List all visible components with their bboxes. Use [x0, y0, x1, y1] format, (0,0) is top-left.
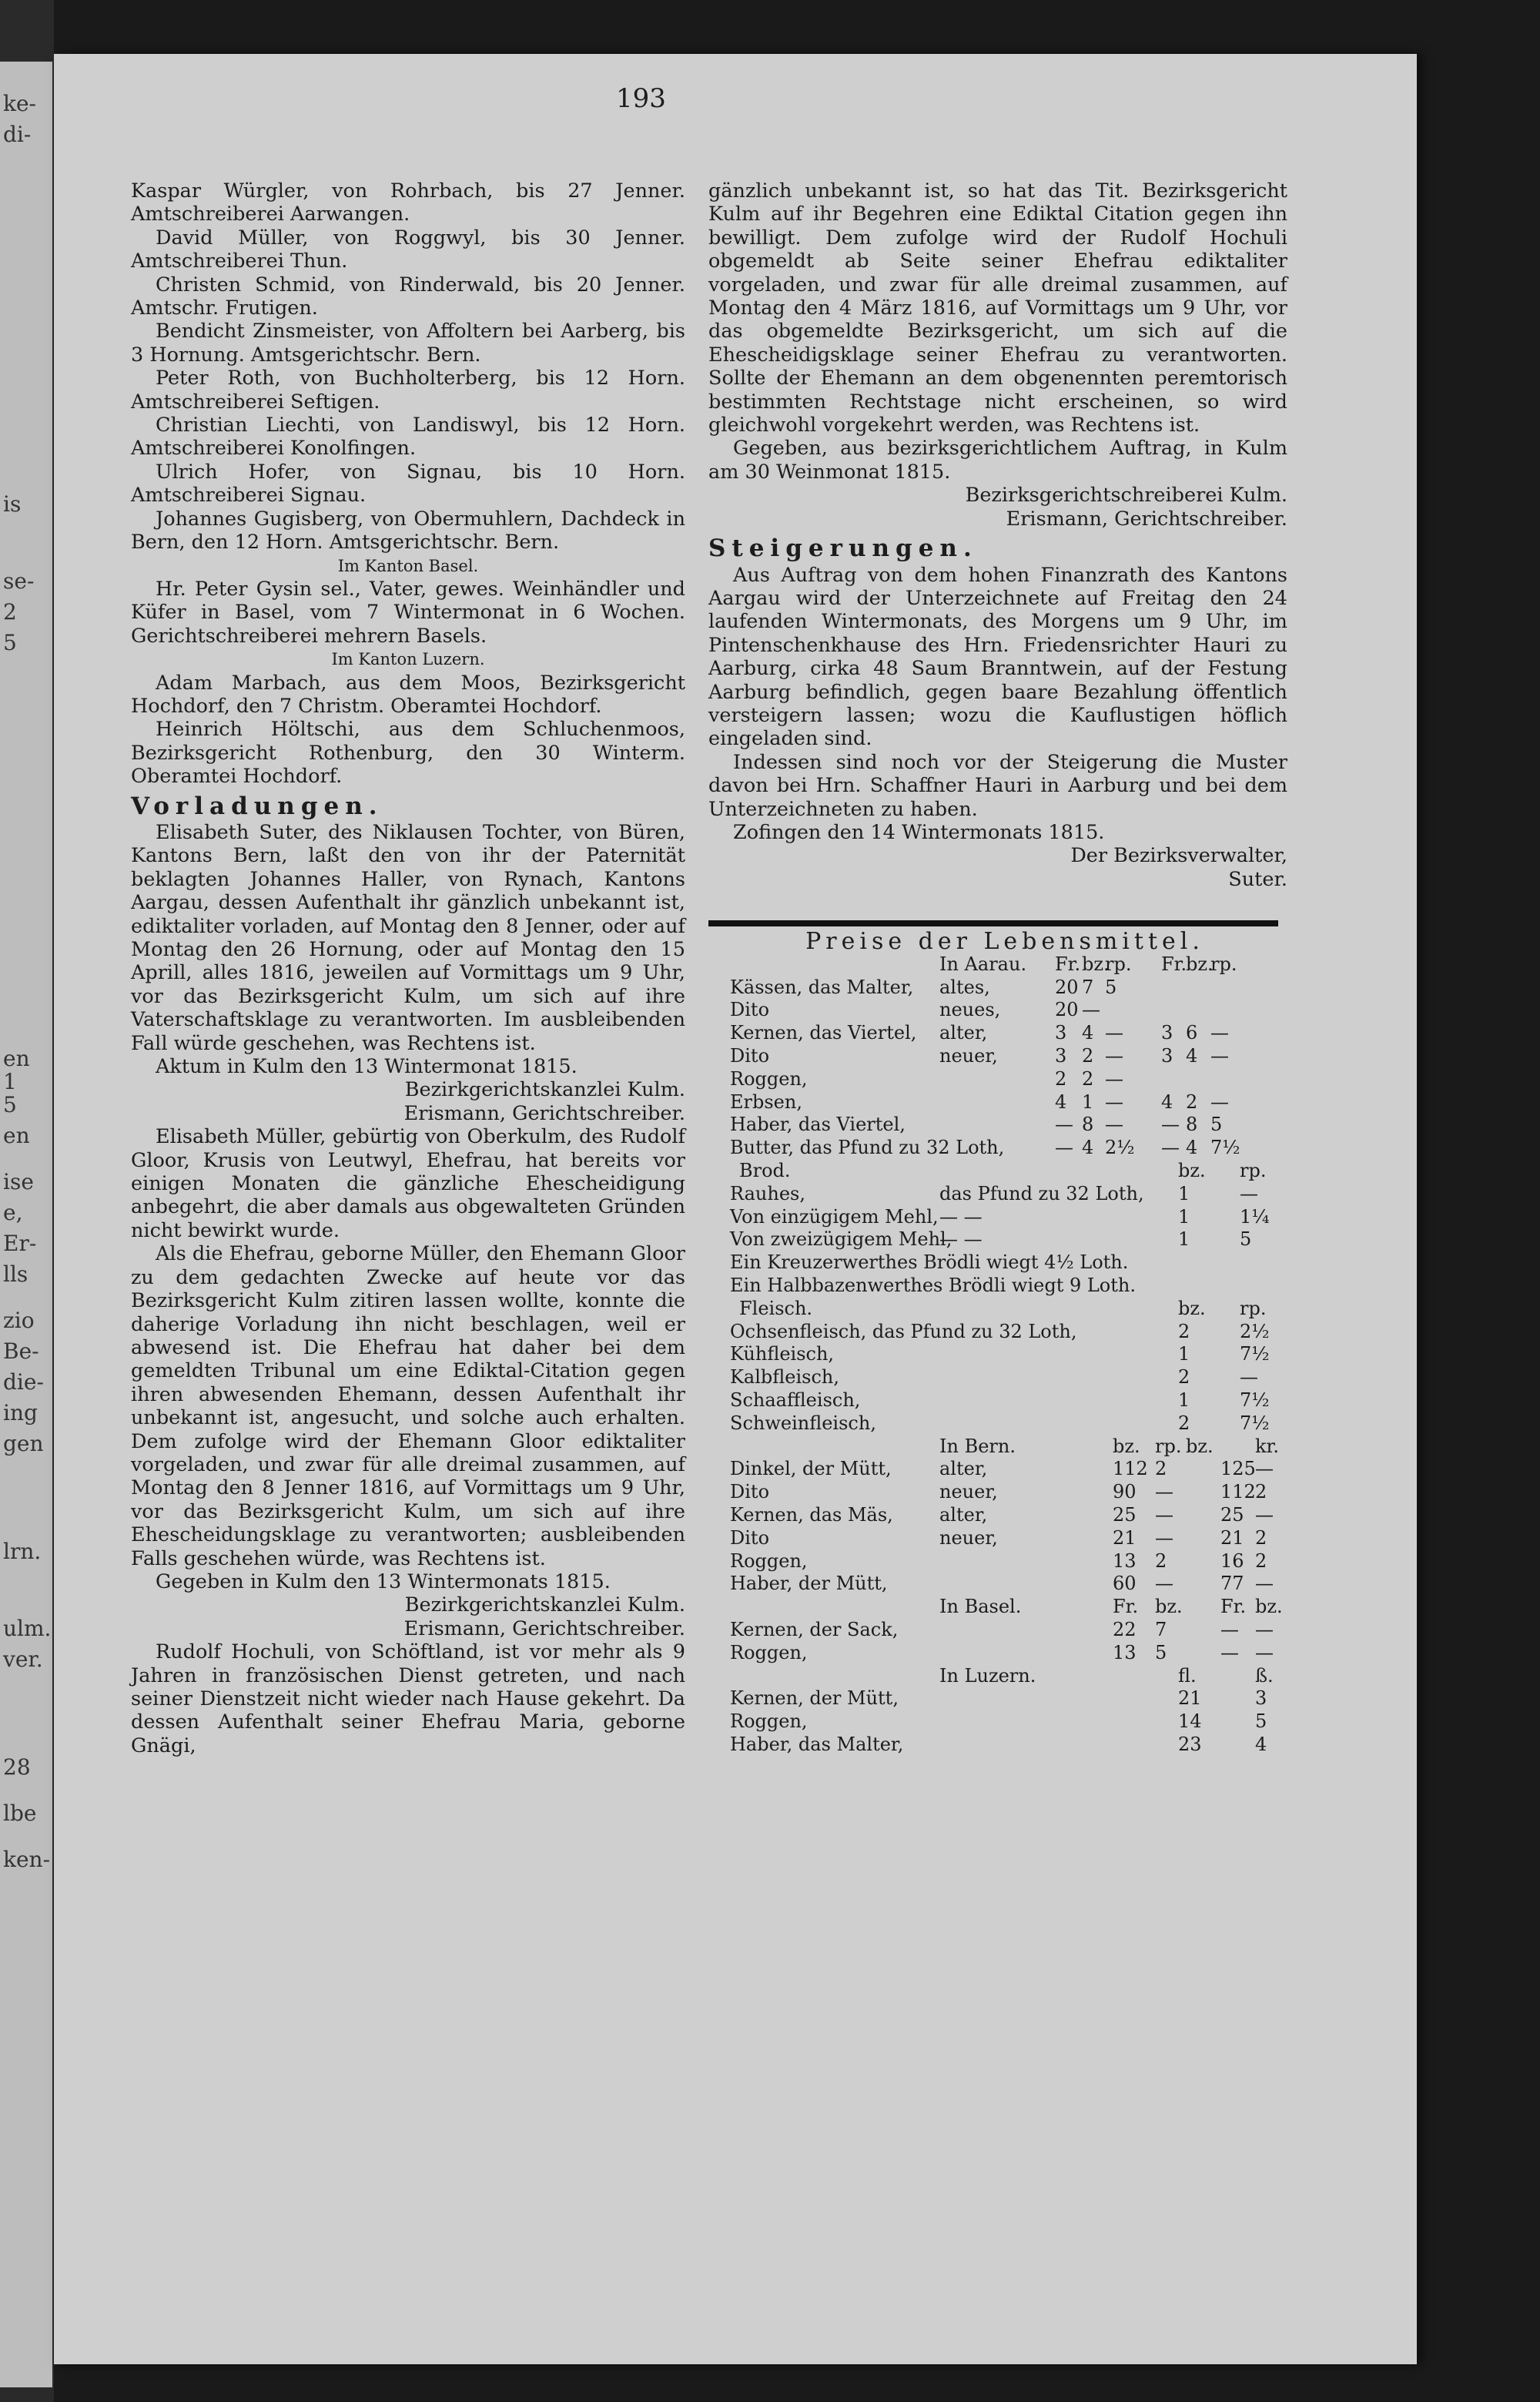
- table-cell: —: [1155, 1481, 1173, 1503]
- table-cell: —: [1105, 1090, 1123, 1113]
- table-cell: 16: [1220, 1549, 1244, 1572]
- table-row: [724, 1504, 1286, 1527]
- table-cell: 1: [1178, 1182, 1190, 1204]
- margin-fragment: lrn.: [3, 1539, 42, 1564]
- table-cell: Kalbfleisch,: [730, 1366, 840, 1389]
- right-column: [708, 179, 1287, 891]
- table-row: [724, 1596, 1286, 1619]
- margin-fragment: di-: [3, 122, 32, 147]
- table-row: [724, 1275, 1286, 1298]
- table-cell: 2: [1082, 1067, 1094, 1090]
- table-cell: 7: [1082, 976, 1094, 998]
- table-cell: 3: [1161, 1022, 1173, 1044]
- paragraph: Erismann, Gerichtschreiber.: [1006, 507, 1287, 531]
- table-cell: Roggen,: [730, 1067, 808, 1090]
- table-cell: 13: [1113, 1641, 1137, 1663]
- margin-fragment: gen: [3, 1431, 44, 1456]
- table-cell: bz.: [1186, 953, 1214, 975]
- paragraph: Erismann, Gerichtschreiber.: [403, 1101, 685, 1125]
- paragraph: Johannes Gugisberg, von Obermuhlern, Dachdeck in Bern, den 12 Horn. Amtsgerichtschr. Bern.: [131, 507, 685, 554]
- margin-fragment: ing: [3, 1400, 38, 1425]
- table-row: [724, 1251, 1286, 1275]
- table-cell: bz.: [1082, 953, 1110, 975]
- table-cell: 60: [1113, 1573, 1137, 1595]
- table-cell: 3: [1161, 1044, 1173, 1067]
- table-cell: 7½: [1240, 1412, 1270, 1434]
- table-cell: alter,: [939, 1458, 988, 1480]
- table-cell: 5: [1155, 1641, 1167, 1663]
- table-row: [724, 1298, 1286, 1321]
- table-row: [724, 1481, 1286, 1504]
- table-cell: Kernen, der Mütt,: [730, 1687, 899, 1710]
- table-cell: In Basel.: [939, 1596, 1022, 1618]
- table-cell: 1: [1178, 1389, 1190, 1411]
- paragraph: Christen Schmid, von Rinderwald, bis 20 Jenner. Amtschr. Frutigen.: [131, 273, 685, 320]
- paragraph: Elisabeth Müller, gebürtig von Oberkulm, des Rudolf Gloor, Krusis von Leutwyl, Ehefrau, hat bereits vor einigen Monaten die gänzliche Ehescheidigung anbegehrt, die aber damals aus obgewalteten Gründen nicht bewirkt wurde.: [131, 1125, 685, 1242]
- table-cell: 6: [1186, 1022, 1198, 1044]
- table-cell: —: [1255, 1641, 1274, 1663]
- table-cell: —: [1210, 1090, 1229, 1113]
- table-cell: 2: [1178, 1366, 1190, 1389]
- table-cell: Ochsenfleisch, das Pfund zu 32 Loth,: [730, 1320, 1077, 1342]
- margin-fragment: ke-: [3, 91, 36, 116]
- table-row: [724, 1160, 1286, 1183]
- table-cell: 2: [1255, 1549, 1267, 1572]
- table-cell: 2: [1178, 1412, 1190, 1434]
- table-row: [724, 999, 1286, 1022]
- table-row: [724, 1619, 1286, 1642]
- margin-fragment: die-: [3, 1369, 44, 1395]
- table-cell: 8: [1186, 1114, 1198, 1136]
- table-cell: —: [1240, 1182, 1258, 1204]
- margin-fragment: ken-: [3, 1847, 51, 1872]
- section-rule: [708, 920, 1278, 926]
- table-cell: Roggen,: [730, 1710, 808, 1733]
- table-cell: fl.: [1178, 1664, 1197, 1687]
- table-cell: alter,: [939, 1022, 988, 1044]
- margin-fragment: lbe: [3, 1801, 37, 1826]
- left-column: [131, 179, 685, 1757]
- table-cell: Von zweizügigem Mehl,: [730, 1228, 952, 1251]
- table-cell: —: [1210, 1022, 1229, 1044]
- margin-fragment: Er-: [3, 1231, 37, 1256]
- table-cell: 2: [1155, 1549, 1167, 1572]
- table-cell: 5: [1210, 1114, 1223, 1136]
- table-cell: In Luzern.: [939, 1664, 1036, 1687]
- table-cell: 3: [1055, 1044, 1067, 1067]
- paragraph: Aus Auftrag von dem hohen Finanzrath des Kantons Aargau wird der Unterzeichnete auf Freitag den 24 laufenden Wintermonats, des Morgens um 9 Uhr, im Pintenschenkhause des Hrn. Friedensrichter Hauri zu Aarburg, cirka 48 Saum Branntwein, auf der Festung Aarburg befindlich, gegen baare Bezahlung öffentlich versteigern lassen; wozu die Kauflustigen höflich eingeladen sind.: [708, 563, 1287, 751]
- table-cell: 21: [1113, 1526, 1137, 1549]
- table-row: [724, 1068, 1286, 1091]
- margin-fragment: 2: [3, 599, 17, 625]
- table-cell: rp.: [1155, 1435, 1182, 1457]
- table-cell: — —: [939, 1205, 983, 1228]
- table-cell: 21: [1220, 1526, 1244, 1549]
- table-cell: Dito: [730, 1044, 770, 1067]
- paragraph: Gegeben, aus bezirksgerichtlichem Auftrag, in Kulm am 30 Weinmonat 1815.: [708, 437, 1287, 484]
- paragraph: Kaspar Würgler, von Rohrbach, bis 27 Jenner. Amtschreiberei Aarwangen.: [131, 179, 685, 226]
- margin-fragment: ulm.: [3, 1616, 52, 1641]
- table-cell: rp.: [1210, 953, 1237, 975]
- table-row: [724, 1458, 1286, 1481]
- paragraph: Heinrich Höltschi, aus dem Schluchenmoos, Bezirksgericht Rothenburg, den 30 Winterm. Oberamtei Hochdorf.: [131, 718, 685, 789]
- table-cell: 77: [1220, 1573, 1244, 1595]
- table-cell: In Bern.: [939, 1435, 1016, 1457]
- table-cell: 4: [1082, 1022, 1094, 1044]
- table-row: [724, 1412, 1286, 1436]
- table-cell: 1: [1178, 1343, 1190, 1365]
- table-cell: 4: [1186, 1044, 1198, 1067]
- table-cell: Fr.: [1113, 1596, 1139, 1618]
- table-cell: 2: [1178, 1320, 1190, 1342]
- table-cell: altes,: [939, 976, 990, 998]
- table-cell: Dito: [730, 1526, 770, 1549]
- table-row: [724, 1710, 1286, 1734]
- page-number: 193: [616, 83, 666, 114]
- table-cell: 5: [1240, 1228, 1252, 1251]
- table-cell: 2: [1082, 1044, 1094, 1067]
- table-cell: 1¼: [1240, 1205, 1270, 1228]
- table-row: [724, 1550, 1286, 1573]
- table-cell: 7: [1155, 1618, 1167, 1640]
- table-cell: Dinkel, der Mütt,: [730, 1458, 892, 1480]
- table-cell: Haber, der Mütt,: [730, 1573, 888, 1595]
- table-cell: rp.: [1240, 1159, 1267, 1181]
- table-cell: 5: [1255, 1710, 1267, 1733]
- table-cell: ß.: [1255, 1664, 1274, 1687]
- table-cell: —: [1255, 1618, 1274, 1640]
- table-cell: bz.: [1155, 1596, 1183, 1618]
- paragraph: Bezirkgerichtskanzlei Kulm.: [404, 1078, 685, 1102]
- table-cell: 2½: [1240, 1320, 1270, 1342]
- table-cell: 4: [1186, 1137, 1198, 1159]
- paragraph: Bendicht Zinsmeister, von Affoltern bei Aarberg, bis 3 Hornung. Amtsgerichtschr. Bern.: [131, 320, 685, 367]
- table-row: [724, 977, 1286, 1000]
- table-cell: Kernen, der Sack,: [730, 1618, 899, 1640]
- table-row: [724, 1045, 1286, 1068]
- table-cell: 25: [1220, 1503, 1244, 1526]
- table-cell: 21: [1178, 1687, 1202, 1710]
- table-row: [724, 1527, 1286, 1550]
- table-cell: Fr.: [1161, 953, 1187, 975]
- table-cell: Ein Halbbazenwerthes Brödli wiegt 9 Loth.: [730, 1274, 1136, 1296]
- table-cell: bz.: [1178, 1159, 1206, 1181]
- table-cell: das Pfund zu 32 Loth,: [939, 1182, 1144, 1204]
- table-cell: —: [1255, 1458, 1274, 1480]
- table-cell: 1: [1178, 1205, 1190, 1228]
- table-cell: Roggen,: [730, 1549, 808, 1572]
- table-cell: —: [1155, 1503, 1173, 1526]
- paragraph: Bezirksgerichtschreiberei Kulm.: [965, 484, 1287, 508]
- table-cell: —: [1055, 1137, 1073, 1159]
- table-cell: bz.: [1255, 1596, 1283, 1618]
- table-cell: 1: [1082, 1090, 1094, 1113]
- table-cell: Dito: [730, 1481, 770, 1503]
- table-row: [724, 953, 1286, 977]
- table-cell: Butter, das Pfund zu 32 Loth,: [730, 1137, 1005, 1159]
- table-cell: 4: [1055, 1090, 1067, 1113]
- table-cell: Kühfleisch,: [730, 1343, 835, 1365]
- table-cell: In Aarau.: [939, 953, 1027, 975]
- table-cell: — —: [939, 1228, 983, 1251]
- table-cell: 23: [1178, 1733, 1202, 1755]
- table-cell: 25: [1113, 1503, 1137, 1526]
- paragraph: David Müller, von Roggwyl, bis 30 Jenner. Amtschreiberei Thun.: [131, 226, 685, 273]
- table-cell: 90: [1113, 1481, 1137, 1503]
- table-cell: 3: [1255, 1687, 1267, 1710]
- table-cell: 22: [1113, 1618, 1137, 1640]
- table-cell: 7½: [1240, 1389, 1270, 1411]
- table-cell: Kernen, das Viertel,: [730, 1022, 917, 1044]
- table-cell: Schweinfleisch,: [730, 1412, 876, 1434]
- table-row: [724, 1137, 1286, 1160]
- table-cell: Rauhes,: [730, 1182, 805, 1204]
- table-cell: Von einzügigem Mehl,: [730, 1205, 939, 1228]
- paragraph: gänzlich unbekannt ist, so hat das Tit. Bezirksgericht Kulm auf ihr Begehren eine Ediktal Citation gegen ihn bewilligt. Dem zufolge wird der Rudolf Hochuli obgemeldt ab Seite seiner Ehefrau ediktaliter vorgeladen, und zwar für alle dreimal zusammen, auf Montag den 4 März 1816, auf Vormittags um 9 Uhr, vor das obgemeldte Bezirksgericht, um sich auf die Ehescheidigsklage seiner Ehefrau zu verantworten. Sollte der Ehemann an dem obgenennten peremtorisch bestimmten Rechtstage nicht erscheinen, so wird gleichwohl vorgekehrt werden, was Rechtens ist.: [708, 179, 1287, 437]
- paragraph: Zofingen den 14 Wintermonats 1815.: [733, 820, 1105, 844]
- table-cell: neues,: [939, 999, 1001, 1021]
- table-row: [724, 1436, 1286, 1459]
- table-cell: Dito: [730, 999, 770, 1021]
- paragraph: Im Kanton Luzern.: [331, 650, 485, 669]
- margin-fragment: ise: [3, 1169, 34, 1194]
- margin-fragment: Be-: [3, 1338, 39, 1364]
- table-cell: 4: [1161, 1090, 1173, 1113]
- paragraph: Rudolf Hochuli, von Schöftland, ist vor mehr als 9 Jahren in französischen Dienst getreten, und nach seiner Dienstzeit nicht wieder nach Hause gekehrt. Da dessen Aufenthalt seiner Ehefrau Maria, geborne Gnägi,: [131, 1640, 685, 1757]
- margin-fragment: 5: [3, 630, 17, 655]
- table-cell: Fleisch.: [739, 1297, 813, 1319]
- table-cell: 20: [1055, 999, 1079, 1021]
- table-row: [724, 1022, 1286, 1045]
- table-cell: bz.: [1178, 1297, 1206, 1319]
- table-cell: kr.: [1255, 1435, 1280, 1457]
- table-cell: Fr.: [1055, 953, 1081, 975]
- table-cell: Haber, das Malter,: [730, 1733, 904, 1755]
- table-cell: —: [1161, 1114, 1180, 1136]
- table-cell: 7½: [1240, 1343, 1270, 1365]
- table-row: [724, 1389, 1286, 1412]
- table-cell: —: [1220, 1641, 1239, 1663]
- section-heading: Steigerungen.: [708, 534, 978, 563]
- section-heading: Vorladungen.: [131, 792, 383, 820]
- table-cell: 1: [1178, 1228, 1190, 1251]
- paragraph: Suter.: [1228, 867, 1287, 891]
- table-cell: —: [1210, 1044, 1229, 1067]
- table-cell: —: [1055, 1114, 1073, 1136]
- paragraph: Gegeben in Kulm den 13 Wintermonats 1815.: [156, 1570, 611, 1593]
- table-row: [724, 1642, 1286, 1665]
- table-cell: Roggen,: [730, 1641, 808, 1663]
- margin-fragment: se-: [3, 568, 35, 594]
- table-cell: 2: [1186, 1090, 1198, 1113]
- table-cell: —: [1105, 1114, 1123, 1136]
- table-cell: Ein Kreuzerwerthes Brödli wiegt 4½ Loth.: [730, 1251, 1129, 1274]
- paragraph: Als die Ehefrau, geborne Müller, den Ehemann Gloor zu dem gedachten Zwecke auf heute vor das Bezirksgericht Kulm zitiren lassen wollte, konnte die daherige Vorladung ihn nicht beschlagen, weil er abwesend ist. Die Ehefrau hat daher bei dem gemeldten Tribunal um eine Ediktal-Citation gegen ihren abwesenden Ehemann, dessen Aufenthalt ihr unbekannt ist, angesucht, und solche auch erhalten. Dem zufolge wird der Ehemann Gloor ediktaliter vorgeladen, und zwar für alle dreimal zusammen, auf Montag den 8 Jenner 1816, auf Vormittags um 9 Uhr, vor das Bezirksgericht Kulm, um sich auf ihre Ehescheidungsklage zu verantworten; ausbleibenden Falls geschehen würde, was Rechtens ist.: [131, 1242, 685, 1570]
- paragraph: Im Kanton Basel.: [337, 556, 479, 575]
- table-cell: 8: [1082, 1114, 1094, 1136]
- table-cell: Schaaffleisch,: [730, 1389, 861, 1411]
- paragraph: Erismann, Gerichtschreiber.: [403, 1616, 685, 1640]
- margin-fragment: lls: [3, 1261, 28, 1287]
- table-cell: 5: [1105, 976, 1117, 998]
- table-cell: neuer,: [939, 1481, 998, 1503]
- table-cell: Haber, das Viertel,: [730, 1114, 906, 1136]
- table-cell: —: [1220, 1618, 1239, 1640]
- table-row: [724, 1343, 1286, 1366]
- table-cell: —: [1105, 1022, 1123, 1044]
- table-cell: 2½: [1105, 1137, 1135, 1159]
- table-cell: 14: [1178, 1710, 1202, 1733]
- paragraph: Der Bezirksverwalter,: [1070, 844, 1287, 868]
- paragraph: Indessen sind noch vor der Steigerung die Muster davon bei Hrn. Schaffner Hauri in Aarburg und bei dem Unterzeichneten zu haben.: [708, 750, 1287, 821]
- table-cell: 112: [1220, 1481, 1256, 1503]
- table-row: [724, 1321, 1286, 1344]
- table-cell: —: [1255, 1503, 1274, 1526]
- table-row: [724, 1114, 1286, 1137]
- table-cell: rp.: [1105, 953, 1132, 975]
- table-cell: 20: [1055, 976, 1079, 998]
- table-cell: 125: [1220, 1458, 1256, 1480]
- table-cell: —: [1155, 1573, 1173, 1595]
- table-row: [724, 1665, 1286, 1688]
- table-row: [724, 1228, 1286, 1251]
- table-cell: neuer,: [939, 1526, 998, 1549]
- table-row: [724, 1206, 1286, 1229]
- paragraph: Christian Liechti, von Landiswyl, bis 12 Horn. Amtschreiberei Konolfingen.: [131, 414, 685, 461]
- paragraph: Aktum in Kulm den 13 Wintermonat 1815.: [156, 1055, 578, 1079]
- table-cell: Erbsen,: [730, 1090, 802, 1113]
- table-row: [724, 1687, 1286, 1710]
- margin-fragment: en: [3, 1123, 30, 1148]
- table-cell: Brod.: [739, 1159, 791, 1181]
- margin-fragment: 1: [3, 1069, 17, 1094]
- table-row: [724, 1573, 1286, 1596]
- table-cell: alter,: [939, 1503, 988, 1526]
- margin-fragment: 5: [3, 1092, 17, 1117]
- table-cell: bz.: [1186, 1435, 1214, 1457]
- paragraph: Peter Roth, von Buchholterberg, bis 12 Horn. Amtschreiberei Seftigen.: [131, 367, 685, 414]
- table-cell: bz.: [1113, 1435, 1140, 1457]
- paragraph: Elisabeth Suter, des Niklausen Tochter, von Büren, Kantons Bern, laßt den von ihr der Paternität beklagten Johannes Haller, von Rynach, Kantons Aargau, dessen Aufenthalt ihr gänzlich unbekannt ist, ediktaliter vorladen, auf Montag den 8 Jenner, oder auf Montag den 26 Hornung, oder auf Montag den 15 Aprill, alles 1816, jeweilen auf Vormittags um 9 Uhr, vor das Bezirksgericht Kulm, um sich auf ihre Vaterschaftsklage zu verantworten. Im ausbleibenden Fall würde geschehen, was Rechtens ist.: [131, 820, 685, 1055]
- paragraph: Ulrich Hofer, von Signau, bis 10 Horn. Amtschreiberei Signau.: [131, 460, 685, 508]
- adjacent-page-fragment: [0, 62, 52, 2387]
- table-cell: 13: [1113, 1549, 1137, 1572]
- table-cell: —: [1082, 999, 1100, 1021]
- margin-fragment: 28: [3, 1754, 31, 1780]
- table-row: [724, 1091, 1286, 1114]
- table-cell: 3: [1055, 1022, 1067, 1044]
- table-row: [724, 1734, 1286, 1757]
- table-row: [724, 1366, 1286, 1389]
- table-cell: —: [1155, 1526, 1173, 1549]
- price-table-title: Preise der Lebensmittel.: [805, 928, 1204, 955]
- paragraph: Hr. Peter Gysin sel., Vater, gewes. Weinhändler und Küfer in Basel, vom 7 Wintermonat in 6 Wochen. Gerichtschreiberei mehrern Basels.: [131, 577, 685, 648]
- margin-fragment: e,: [3, 1200, 23, 1225]
- margin-fragment: ver.: [3, 1647, 43, 1672]
- table-cell: 4: [1255, 1733, 1267, 1755]
- table-row: [724, 1183, 1286, 1206]
- table-cell: —: [1161, 1137, 1180, 1159]
- margin-fragment: is: [3, 491, 22, 517]
- table-cell: 2: [1055, 1067, 1067, 1090]
- table-cell: Kässen, das Malter,: [730, 976, 914, 998]
- table-cell: neuer,: [939, 1044, 998, 1067]
- table-cell: rp.: [1240, 1297, 1267, 1319]
- table-cell: Kernen, das Mäs,: [730, 1503, 893, 1526]
- margin-fragment: zio: [3, 1308, 35, 1333]
- table-cell: 2: [1255, 1481, 1267, 1503]
- table-cell: —: [1105, 1067, 1123, 1090]
- table-cell: 2: [1155, 1458, 1167, 1480]
- table-cell: 112: [1113, 1458, 1148, 1480]
- table-cell: 2: [1255, 1526, 1267, 1549]
- table-cell: —: [1105, 1044, 1123, 1067]
- table-cell: —: [1240, 1366, 1258, 1389]
- paragraph: Bezirkgerichtskanzlei Kulm.: [404, 1593, 685, 1617]
- table-cell: —: [1255, 1573, 1274, 1595]
- table-cell: 7½: [1210, 1137, 1240, 1159]
- table-cell: Fr.: [1220, 1596, 1247, 1618]
- table-cell: 4: [1082, 1137, 1094, 1159]
- paragraph: Adam Marbach, aus dem Moos, Bezirksgericht Hochdorf, den 7 Christm. Oberamtei Hochdorf.: [131, 671, 685, 718]
- price-table: [724, 930, 1286, 1757]
- margin-fragment: en: [3, 1046, 30, 1071]
